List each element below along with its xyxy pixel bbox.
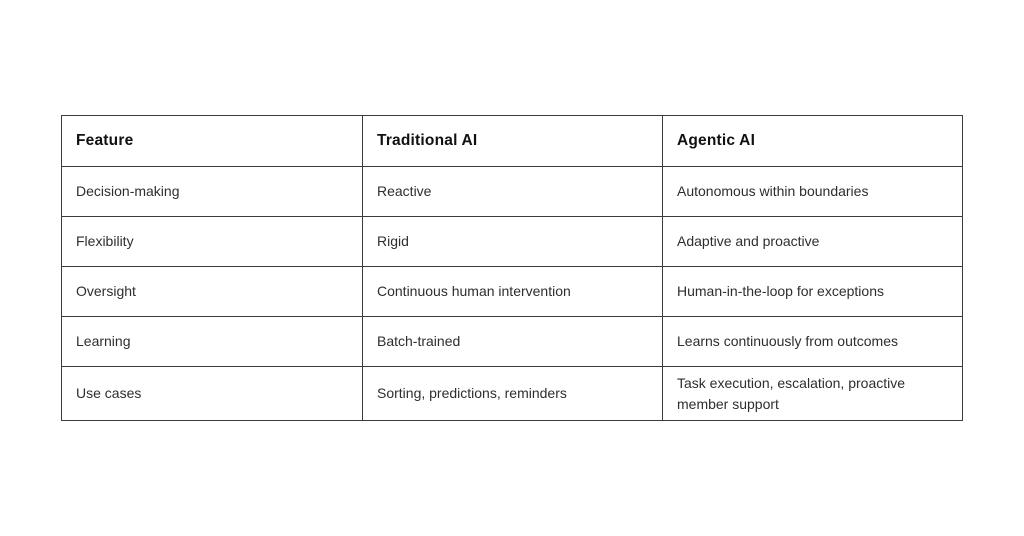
table-row-learning (62, 317, 963, 367)
cell-traditional: Rigid (363, 217, 663, 267)
cell-traditional: Reactive (363, 167, 663, 217)
cell-traditional: Batch-trained (363, 317, 663, 367)
cell-traditional: Sorting, predictions, reminders (363, 367, 663, 421)
cell-feature: Flexibility (62, 217, 363, 267)
table-row-decision-making (62, 167, 963, 217)
cell-feature: Decision-making (62, 167, 363, 217)
cell-agentic: Autonomous within boundaries (663, 167, 963, 217)
cell-feature: Oversight (62, 267, 363, 317)
cell-agentic: Human-in-the-loop for exceptions (663, 267, 963, 317)
cell-feature: Learning (62, 317, 363, 367)
cell-traditional: Continuous human intervention (363, 267, 663, 317)
table-row-use-cases (62, 367, 963, 421)
header-cell-traditional-ai: Traditional AI (363, 116, 663, 167)
cell-feature: Use cases (62, 367, 363, 421)
cell-agentic: Learns continuously from outcomes (663, 317, 963, 367)
header-cell-agentic-ai: Agentic AI (663, 116, 963, 167)
table-row-oversight (62, 267, 963, 317)
table-row-flexibility (62, 217, 963, 267)
cell-agentic: Adaptive and proactive (663, 217, 963, 267)
cell-agentic: Task execution, escalation, proactive member support (663, 367, 963, 421)
header-cell-feature: Feature (62, 116, 363, 167)
ai-comparison-table (61, 115, 963, 421)
header-row (62, 116, 963, 167)
